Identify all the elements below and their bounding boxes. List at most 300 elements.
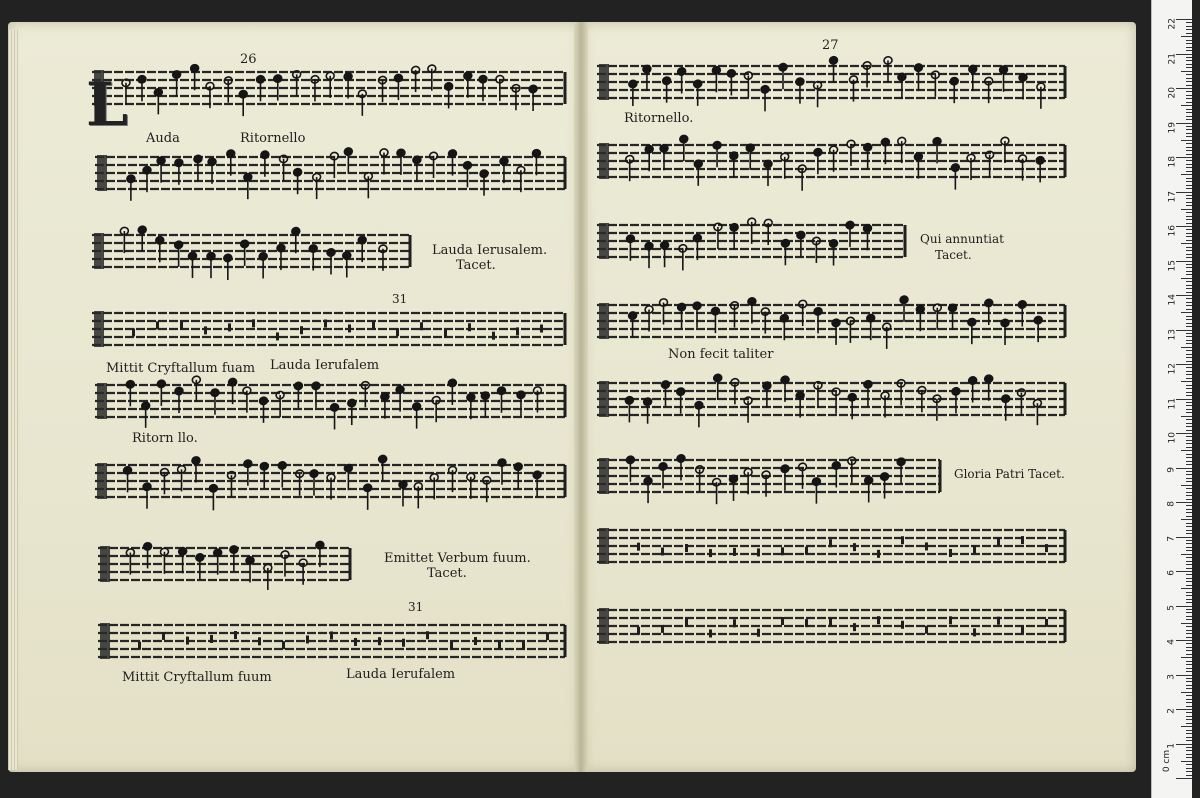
ruler-tick [1176, 364, 1192, 365]
ruler-number: 8 [1167, 501, 1177, 507]
rest-mark [901, 536, 904, 544]
ruler-tick [1186, 405, 1192, 406]
rest-mark [210, 635, 213, 643]
clef-icon [97, 383, 107, 419]
ruler-tick [1186, 150, 1192, 151]
rest-mark [204, 326, 207, 334]
ruler-tick [1186, 574, 1192, 575]
ruler-tick [1181, 657, 1192, 658]
rest-mark [685, 619, 688, 627]
ruler-tick [1186, 578, 1192, 579]
ruler-tick [1186, 436, 1192, 437]
ruler-tick [1186, 64, 1192, 65]
ruler-number: 17 [1167, 190, 1177, 202]
ruler-tick [1186, 188, 1192, 189]
ruler-tick [1186, 85, 1192, 86]
ruler-tick [1176, 433, 1192, 434]
ruler-tick [1186, 147, 1192, 148]
ruler-tick [1186, 323, 1192, 324]
rest-mark [540, 325, 543, 333]
ruler-number: 22 [1167, 18, 1177, 30]
label-ritornello: Ritornello [240, 131, 306, 146]
ruler-tick [1186, 630, 1192, 631]
rest-mark [324, 319, 327, 327]
ruler-number: 10 [1167, 432, 1177, 444]
ruler-tick [1181, 519, 1192, 520]
ruler-number: 11 [1167, 397, 1177, 409]
ruler-tick [1186, 443, 1192, 444]
rest-mark [138, 642, 141, 650]
ruler-tick [1186, 229, 1192, 230]
ruler-tick [1186, 633, 1192, 634]
ruler-tick [1186, 706, 1192, 707]
ruler-tick [1186, 354, 1192, 355]
ruler-tick [1186, 350, 1192, 351]
ruler-tick [1186, 74, 1192, 75]
rest-mark [925, 542, 928, 550]
ruler-tick [1186, 50, 1192, 51]
ruler-tick [1186, 454, 1192, 455]
ruler-number: 7 [1167, 535, 1177, 542]
ruler-tick [1181, 36, 1192, 37]
rest-mark [1021, 625, 1024, 633]
ruler-tick [1176, 54, 1192, 55]
clef-icon [100, 623, 110, 659]
ruler-tick [1186, 481, 1192, 482]
ruler-tick [1186, 385, 1192, 386]
label-lauda: Lauda Ierufalem [270, 358, 380, 373]
ruler-tick [1186, 281, 1192, 282]
ruler-tick [1186, 47, 1192, 48]
ruler-tick [1186, 412, 1192, 413]
ruler-tick [1176, 399, 1192, 400]
ruler-tick [1181, 623, 1192, 624]
ruler-tick [1186, 22, 1192, 23]
ruler-tick [1186, 523, 1192, 524]
ruler-tick [1176, 295, 1192, 296]
ruler-tick [1186, 568, 1192, 569]
ruler-tick [1186, 195, 1192, 196]
ruler-tick [1186, 40, 1192, 41]
label-auda: Auda [146, 131, 180, 146]
ruler-tick [1186, 775, 1192, 776]
ruler-tick [1186, 540, 1192, 541]
measurement-ruler [1151, 0, 1192, 798]
ruler-tick [1176, 123, 1192, 124]
rest-mark [156, 321, 159, 329]
ruler-tick [1186, 198, 1192, 199]
ruler-tick [1186, 143, 1192, 144]
ruler-tick [1186, 671, 1192, 672]
ruler-number: 12 [1167, 363, 1177, 375]
ruler-tick [1186, 699, 1192, 700]
clef-icon [599, 303, 609, 339]
ruler-tick [1186, 616, 1192, 617]
ruler-tick [1181, 105, 1192, 106]
clef-icon [599, 608, 609, 644]
ruler-tick [1186, 599, 1192, 600]
rest-mark [949, 616, 952, 624]
ruler-tick [1186, 661, 1192, 662]
ruler-tick [1186, 288, 1192, 289]
ruler-tick [1186, 367, 1192, 368]
label-mittit-2: Mittit Cryftallum fuum [122, 670, 272, 685]
rest-mark [420, 322, 423, 330]
rest-mark [973, 545, 976, 553]
rest-mark [805, 547, 808, 555]
ruler-tick [1186, 271, 1192, 272]
ruler-tick [1186, 530, 1192, 531]
ruler-tick [1181, 588, 1192, 589]
ruler-tick [1186, 109, 1192, 110]
ruler-tick [1186, 764, 1192, 765]
label-mittit: Mittit Cryftallum fuam [106, 361, 256, 376]
ruler-number: 14 [1167, 294, 1177, 306]
rest-mark [498, 641, 501, 649]
ruler-tick [1176, 606, 1192, 607]
bar-number: 31 [392, 292, 408, 306]
ruler-tick [1186, 302, 1192, 303]
ruler-tick [1186, 526, 1192, 527]
ruler-tick [1186, 757, 1192, 758]
ruler-number: 21 [1167, 52, 1177, 64]
ruler-tick [1186, 492, 1192, 493]
ruler-tick [1186, 216, 1192, 217]
clef-icon [94, 311, 104, 347]
label-qui-annuntiat: Qui annuntiat [920, 232, 1004, 246]
ruler-tick [1176, 778, 1192, 779]
clef-icon [100, 546, 110, 582]
rest-mark [1021, 536, 1024, 544]
ruler-tick [1186, 626, 1192, 627]
rest-mark [1045, 619, 1048, 627]
rest-mark [877, 616, 880, 624]
rest-mark [997, 617, 1000, 625]
page-number-right: 27 [822, 38, 839, 53]
rest-mark [252, 319, 255, 327]
ruler-tick [1186, 361, 1192, 362]
ruler-tick [1186, 609, 1192, 610]
ruler-tick [1186, 264, 1192, 265]
ruler-tick [1186, 319, 1192, 320]
label-non-fecit: Non fecit taliter [668, 347, 774, 362]
rest-mark [426, 631, 429, 639]
ruler-number: 20 [1167, 87, 1177, 99]
ruler-tick [1186, 426, 1192, 427]
label-ritornello-2: Ritorn llo. [132, 431, 198, 446]
bar-number-2: 31 [408, 600, 424, 614]
ruler-tick [1186, 447, 1192, 448]
ruler-tick [1186, 740, 1192, 741]
rest-mark [829, 618, 832, 626]
clef-icon [599, 223, 609, 259]
rest-mark [709, 549, 712, 557]
ruler-tick [1186, 430, 1192, 431]
ruler-tick [1186, 181, 1192, 182]
ruler-tick [1186, 716, 1192, 717]
rest-mark [949, 549, 952, 557]
ruler-tick [1186, 250, 1192, 251]
ruler-tick [1186, 654, 1192, 655]
ruler-tick [1176, 571, 1192, 572]
ruler-tick [1186, 547, 1192, 548]
label-tacet: Tacet. [456, 258, 496, 273]
ruler-tick [1186, 561, 1192, 562]
label-emittet: Emittet Verbum fuum. [384, 551, 531, 566]
ruler-tick [1181, 416, 1192, 417]
ruler-tick [1186, 585, 1192, 586]
ruler-tick [1186, 388, 1192, 389]
ruler-tick [1181, 381, 1192, 382]
ruler-tick [1186, 133, 1192, 134]
ruler-tick [1186, 688, 1192, 689]
ruler-tick [1186, 257, 1192, 258]
rest-mark [330, 631, 333, 639]
rest-mark [733, 619, 736, 627]
ruler-tick [1186, 581, 1192, 582]
rest-mark [180, 322, 183, 330]
rest-mark [757, 548, 760, 556]
rest-mark [492, 332, 495, 340]
ruler-tick [1186, 357, 1192, 358]
ruler-tick [1176, 192, 1192, 193]
ruler-tick [1186, 464, 1192, 465]
ruler-tick [1186, 474, 1192, 475]
ruler-tick [1186, 60, 1192, 61]
rest-mark [757, 629, 760, 637]
ruler-tick [1186, 619, 1192, 620]
rest-mark [733, 548, 736, 556]
ruler-tick [1186, 668, 1192, 669]
rest-mark [661, 625, 664, 633]
ruler-number: 16 [1167, 225, 1177, 237]
rest-mark [781, 547, 784, 555]
clef-icon [599, 458, 609, 494]
clef-icon [599, 143, 609, 179]
ruler-tick [1186, 33, 1192, 34]
ruler-tick [1176, 468, 1192, 469]
ruler-tick [1186, 457, 1192, 458]
ruler-tick [1186, 223, 1192, 224]
ruler-tick [1186, 333, 1192, 334]
rest-mark [306, 635, 309, 643]
rest-mark [1045, 544, 1048, 552]
ruler-tick [1176, 19, 1192, 20]
ruler-tick [1186, 564, 1192, 565]
rest-mark [516, 327, 519, 335]
ruler-tick [1186, 309, 1192, 310]
rest-mark [450, 642, 453, 650]
ruler-tick [1186, 395, 1192, 396]
ruler-tick [1181, 174, 1192, 175]
rest-mark [781, 617, 784, 625]
rest-mark [468, 323, 471, 331]
rest-mark [132, 328, 135, 336]
ruler-tick [1186, 340, 1192, 341]
ruler-tick [1186, 392, 1192, 393]
ruler-tick [1176, 261, 1192, 262]
ruler-tick [1186, 167, 1192, 168]
ruler-tick [1181, 761, 1192, 762]
ruler-tick [1186, 95, 1192, 96]
ruler-tick [1186, 733, 1192, 734]
rest-mark [186, 637, 189, 645]
ruler-tick [1186, 533, 1192, 534]
ruler-tick [1176, 330, 1192, 331]
ruler-tick [1186, 67, 1192, 68]
ruler-tick [1186, 595, 1192, 596]
label-gloria-patri: Gloria Patri Tacet. [954, 467, 1065, 481]
ruler-tick [1181, 209, 1192, 210]
ruler-tick [1186, 343, 1192, 344]
label-lauda-ierusalem: Lauda Ierusalem. [432, 243, 548, 258]
ruler-tick [1181, 726, 1192, 727]
ruler-tick [1186, 723, 1192, 724]
ruler-tick [1176, 157, 1192, 158]
rest-mark [637, 543, 640, 551]
ruler-tick [1186, 136, 1192, 137]
ruler-number: 5 [1167, 604, 1177, 611]
ruler-tick [1186, 316, 1192, 317]
ruler-tick [1186, 512, 1192, 513]
ruler-tick [1181, 347, 1192, 348]
rest-mark [685, 544, 688, 552]
ruler-number: 2 [1167, 708, 1177, 714]
ruler-tick [1181, 450, 1192, 451]
ruler-tick [1186, 371, 1192, 372]
ruler-tick [1186, 695, 1192, 696]
ruler-tick [1176, 640, 1192, 641]
rest-mark [402, 639, 405, 647]
ruler-tick [1186, 164, 1192, 165]
ruler-tick [1186, 516, 1192, 517]
ruler-tick [1186, 768, 1192, 769]
ruler-number: 18 [1167, 156, 1177, 168]
ruler-tick [1186, 29, 1192, 30]
ruler-tick [1186, 233, 1192, 234]
rest-mark [474, 637, 477, 645]
ruler-tick [1186, 185, 1192, 186]
ruler-tick [1186, 505, 1192, 506]
ruler-tick [1186, 423, 1192, 424]
rest-mark [661, 547, 664, 555]
ruler-tick [1186, 678, 1192, 679]
ruler-tick [1186, 681, 1192, 682]
rest-mark [637, 627, 640, 635]
ruler-tick [1186, 298, 1192, 299]
ruler-tick [1181, 140, 1192, 141]
ruler-tick [1186, 719, 1192, 720]
ruler-tick [1186, 326, 1192, 327]
ruler-tick [1186, 336, 1192, 337]
clef-icon [97, 155, 107, 191]
ruler-tick [1186, 685, 1192, 686]
rest-mark [829, 539, 832, 547]
rest-mark [853, 543, 856, 551]
ruler-tick [1186, 212, 1192, 213]
ruler-tick [1186, 91, 1192, 92]
ruler-tick [1176, 88, 1192, 89]
ruler-tick [1186, 178, 1192, 179]
clef-icon [599, 528, 609, 564]
ruler-tick [1186, 292, 1192, 293]
ruler-tick [1186, 285, 1192, 286]
decorated-initial: L [86, 70, 129, 140]
ruler-tick [1186, 754, 1192, 755]
ruler-tick [1186, 750, 1192, 751]
rest-mark [258, 637, 261, 645]
ruler-tick [1186, 737, 1192, 738]
ruler-tick [1176, 537, 1192, 538]
rest-mark [276, 332, 279, 340]
ruler-number: 6 [1167, 570, 1177, 576]
ruler-tick [1186, 378, 1192, 379]
ruler-tick [1186, 402, 1192, 403]
rest-mark [354, 638, 357, 646]
ruler-tick [1186, 478, 1192, 479]
rest-mark [709, 629, 712, 637]
rest-mark [997, 537, 1000, 545]
ruler-tick [1186, 602, 1192, 603]
ruler-tick [1186, 119, 1192, 120]
ruler-unit-label: 0 cm [1162, 749, 1173, 773]
rest-mark [348, 324, 351, 332]
ruler-number: 1 [1167, 742, 1177, 749]
ruler-tick [1181, 485, 1192, 486]
ruler-tick [1186, 102, 1192, 103]
rest-mark [162, 632, 165, 640]
ruler-tick [1186, 488, 1192, 489]
rest-mark [546, 632, 549, 640]
rest-mark [973, 628, 976, 636]
ruler-number: 4 [1167, 639, 1177, 645]
clef-icon [599, 64, 609, 100]
ruler-tick [1186, 171, 1192, 172]
ruler-tick [1186, 305, 1192, 306]
ruler-tick [1186, 550, 1192, 551]
ruler-tick [1186, 440, 1192, 441]
rest-mark [228, 323, 231, 331]
ruler-tick [1186, 154, 1192, 155]
ruler-tick [1186, 712, 1192, 713]
ruler-tick [1186, 409, 1192, 410]
ruler-tick [1186, 43, 1192, 44]
ruler-tick [1186, 747, 1192, 748]
label-tacet-right: Tacet. [935, 248, 972, 262]
ruler-tick [1186, 219, 1192, 220]
ruler-tick [1186, 637, 1192, 638]
label-lauda-2: Lauda Ierufalem [346, 667, 456, 682]
ruler-tick [1176, 709, 1192, 710]
ruler-tick [1186, 247, 1192, 248]
ruler-tick [1186, 236, 1192, 237]
ruler-number: 15 [1167, 259, 1177, 271]
ruler-tick [1181, 692, 1192, 693]
ruler-tick [1186, 643, 1192, 644]
ruler-tick [1181, 312, 1192, 313]
ruler-tick [1186, 205, 1192, 206]
ruler-tick [1186, 499, 1192, 500]
ruler-tick [1181, 71, 1192, 72]
ruler-tick [1186, 471, 1192, 472]
rest-mark [378, 637, 381, 645]
rest-mark [300, 326, 303, 334]
ruler-tick [1176, 226, 1192, 227]
ruler-tick [1186, 461, 1192, 462]
ruler-tick [1186, 495, 1192, 496]
rest-mark [853, 623, 856, 631]
ruler-tick [1181, 243, 1192, 244]
